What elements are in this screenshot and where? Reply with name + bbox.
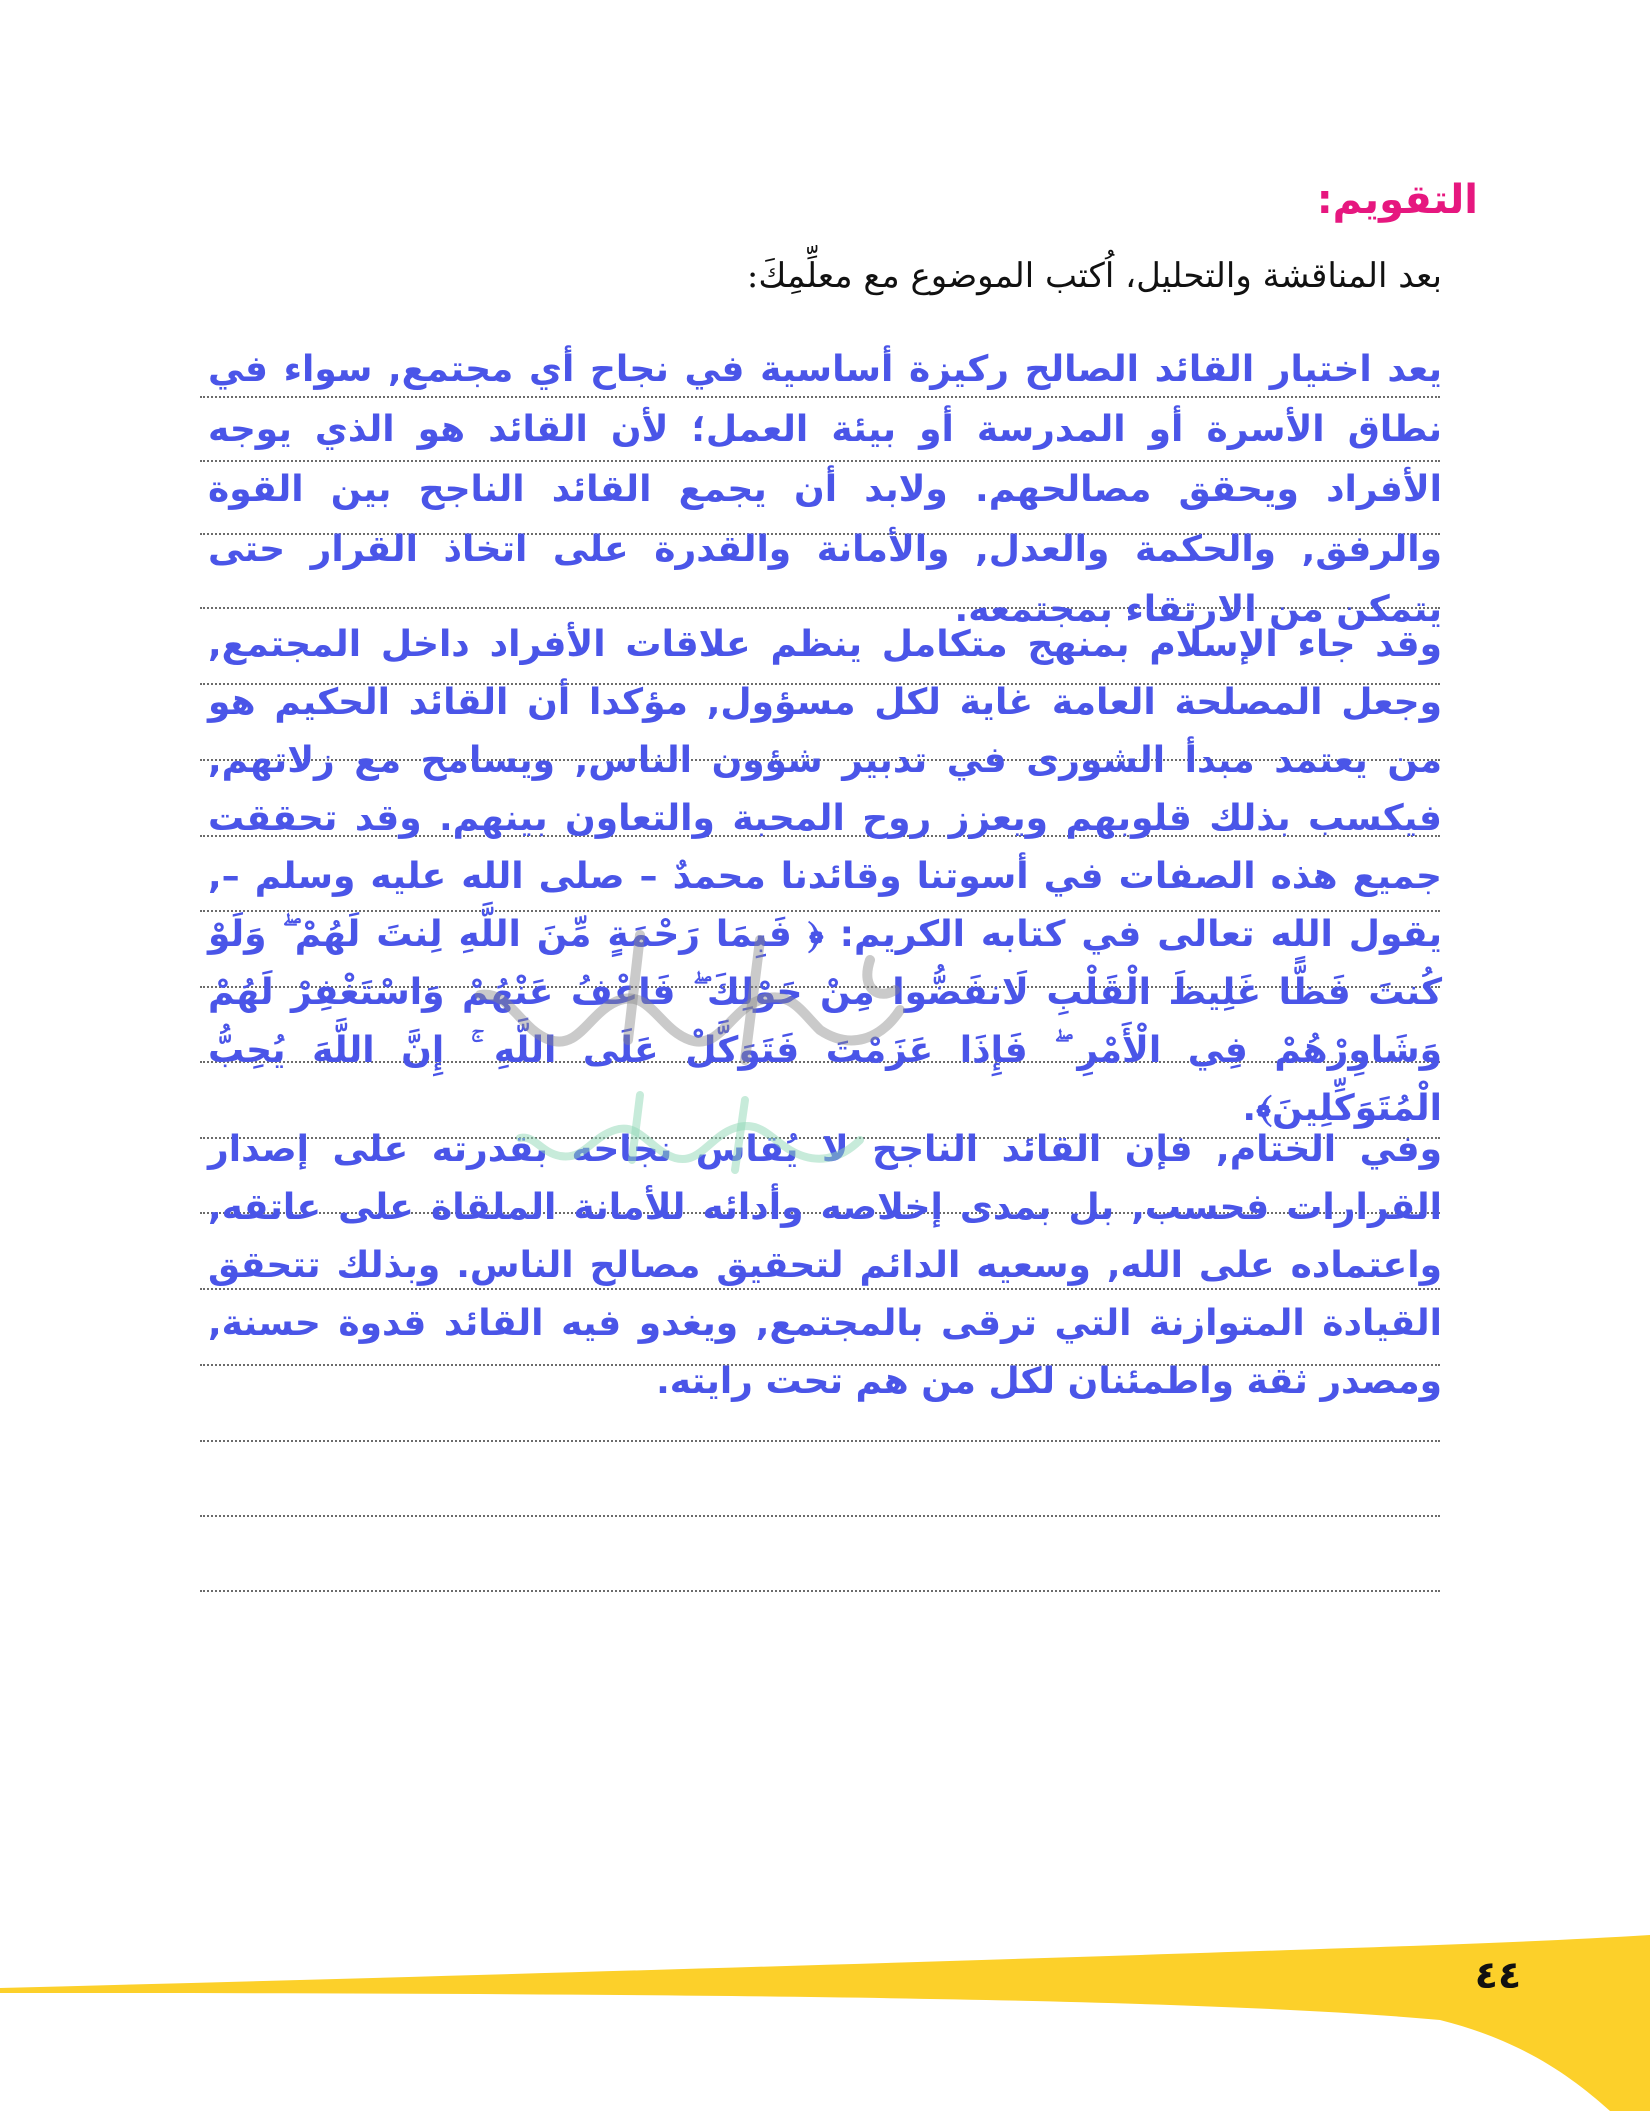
answer-paragraph-conclusion: وفي الختام, فإن القائد الناجح لا يُقاس نجاحه بقدرته على إصدار القرارات فحسب, بل بمدى إخلاصه وأدائه للأمانة الملقاة على عاتقه, واعتماده على الله, وسعيه الدائم لتحقيق مصالح الناس. وبذلك تتحقق القيادة المتوازنة التي ترقى بالمجتمع, ويغدو فيه القائد قدوة حسنة, ومصدر ثقة واطمئنان لكل من هم تحت رايته.	[208, 1129, 1442, 1402]
page-number: ٤٤	[1474, 1953, 1522, 1997]
instruction-text: بعد المناقشة والتحليل، اُكتب الموضوع مع معلِّمِكَ:	[746, 256, 1442, 296]
section-heading: التقويم:	[1316, 177, 1478, 223]
answer-paragraph-body: وقد جاء الإسلام بمنهج متكامل ينظم علاقات الأفراد داخل المجتمع, وجعل المصلحة العامة غاية لكل مسؤول, مؤكدا أن القائد الحكيم هو من يعتمد مبدأ الشورى في تدبير شؤون الناس, ويسامح مع زلاتهم, فيكسب بذلك قلوبهم ويعزز روح المحبة والتعاون بينهم. وقد تحققت جميع هذه الصفات في أسوتنا وقائدنا محمدٌ – صلى الله عليه وسلم –, يقول الله تعالى في كتابه الكريم: ﴿ فَبِمَا رَحْمَةٍ مِّنَ اللَّهِ لِنتَ لَهُمْ ۖ وَلَوْ كُنتَ فَظًّا غَلِيظَ الْقَلْبِ لَانفَضُّوا مِنْ حَوْلِكَ ۖ فَاعْفُ عَنْهُمْ وَاسْتَغْفِرْ لَهُمْ وَشَاوِرْهُمْ فِي الْأَمْرِ ۖ فَإِذَا عَزَمْتَ فَتَوَكَّلْ عَلَى اللَّهِ ۚ إِنَّ اللَّهَ يُحِبُّ الْمُتَوَكِّلِينَ﴾.	[208, 624, 1442, 1129]
answer-paragraph-intro: يعد اختيار القائد الصالح ركيزة أساسية في نجاح أي مجتمع, سواء في نطاق الأسرة أو المدرسة أو بيئة العمل؛ لأن القائد هو الذي يوجه الأفراد ويحقق مصالحهم. ولابد أن يجمع القائد الناجح بين القوة والرفق, والحكمة والعدل, والأمانة والقدرة على اتخاذ القرار حتى يتمكن من الارتقاء بمجتمعه.	[208, 349, 1442, 630]
